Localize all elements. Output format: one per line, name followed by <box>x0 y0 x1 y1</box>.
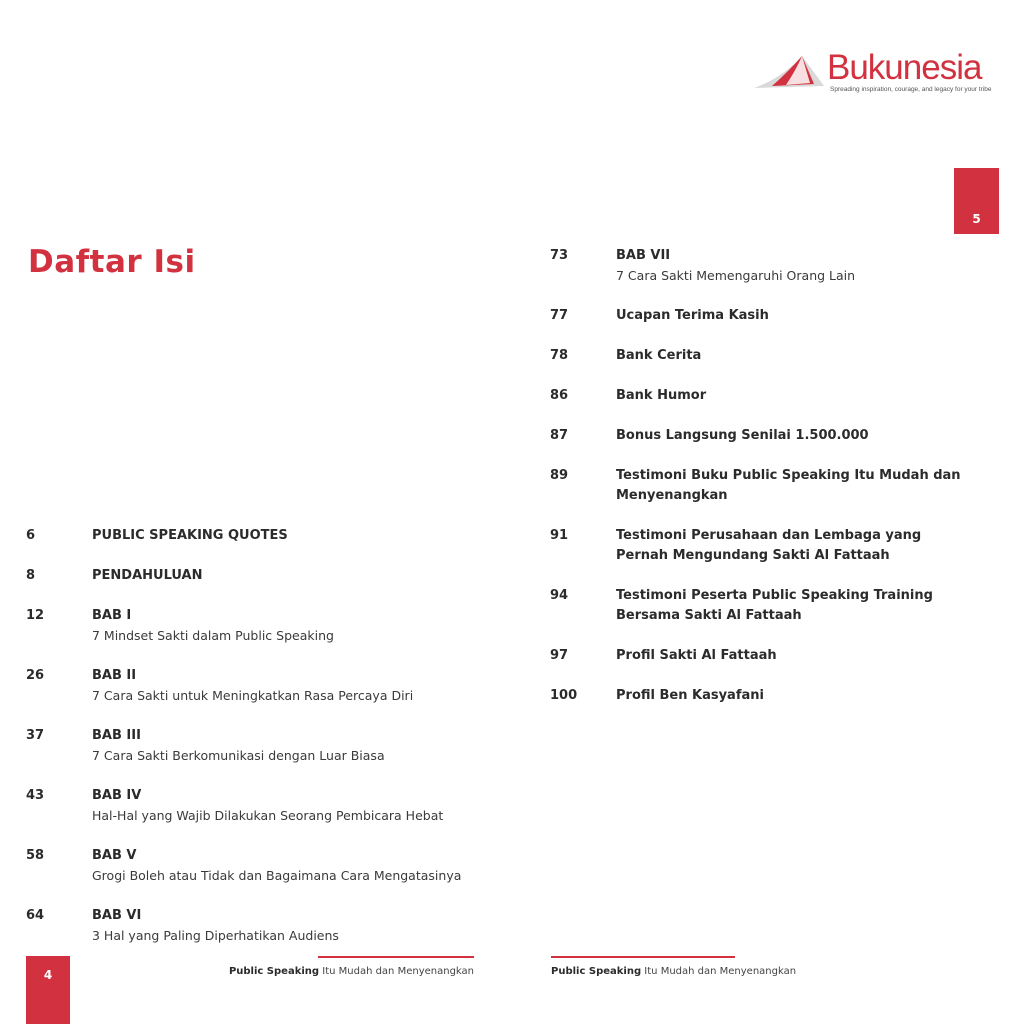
toc-entry <box>550 646 970 666</box>
publisher-logo <box>752 48 992 104</box>
toc-page-number: 77 <box>550 308 569 323</box>
toc-entry <box>26 906 506 946</box>
toc-subtitle: 3 Hal yang Paling Diperhatikan Audiens <box>92 928 339 943</box>
footer-rule-right <box>551 956 735 958</box>
toc-entry <box>26 666 506 706</box>
toc-page-number: 43 <box>26 788 45 803</box>
toc-entry-content <box>92 606 506 646</box>
toc-page-number: 26 <box>26 668 45 683</box>
toc-heading: Testimoni Perusahaan dan Lembaga yang Pernah Mengundang Sakti Al Fattaah <box>616 528 922 563</box>
toc-entry <box>26 606 506 646</box>
toc-entry <box>550 306 970 326</box>
toc-page-number: 78 <box>550 348 569 363</box>
logo-tagline: Spreading inspiration, courage, and legacy for your tribe <box>830 86 992 93</box>
toc-heading: BAB VII <box>616 248 671 263</box>
toc-heading: Bank Humor <box>616 388 707 403</box>
toc-entry-content <box>92 566 506 586</box>
toc-entry-content <box>616 246 970 286</box>
toc-subtitle: 7 Cara Sakti Memengaruhi Orang Lain <box>616 268 856 283</box>
toc-heading: Bank Cerita <box>616 348 702 363</box>
toc-entry <box>26 726 506 766</box>
toc-subtitle: 7 Mindset Sakti dalam Public Speaking <box>92 628 334 643</box>
toc-entry-content <box>92 526 506 546</box>
toc-entry-content <box>616 346 970 366</box>
page-number-left: 4 <box>43 968 53 982</box>
footer-left <box>229 966 474 977</box>
toc-entry-content <box>92 666 506 706</box>
toc-subtitle: Grogi Boleh atau Tidak dan Bagaimana Cara Mengatasinya <box>92 868 462 883</box>
toc-entry <box>26 786 506 826</box>
toc-page-number: 87 <box>550 428 569 443</box>
toc-heading: BAB VI <box>92 908 142 923</box>
toc-entry-content <box>616 686 970 706</box>
toc-page-number: 86 <box>550 388 569 403</box>
toc-heading: Ucapan Terima Kasih <box>616 308 769 323</box>
page-title: Daftar Isi <box>28 244 196 280</box>
toc-entry-content <box>616 306 970 326</box>
toc-entry-content <box>92 726 506 766</box>
toc-heading: PUBLIC SPEAKING QUOTES <box>92 528 288 543</box>
toc-right-column <box>550 246 970 726</box>
toc-heading: BAB I <box>92 608 132 623</box>
toc-left-column <box>26 526 506 966</box>
page-number-tab-left <box>26 956 70 1024</box>
footer-left-rest: Itu Mudah dan Menyenangkan <box>319 966 474 977</box>
toc-entry <box>550 346 970 366</box>
toc-entry <box>550 526 970 566</box>
toc-entry <box>26 526 506 546</box>
toc-entry <box>550 586 970 626</box>
footer-right-rest: Itu Mudah dan Menyenangkan <box>641 966 797 977</box>
toc-heading: Testimoni Peserta Public Speaking Training Bersama Sakti Al Fattaah <box>616 588 933 623</box>
footer-right <box>551 966 796 977</box>
toc-subtitle: 7 Cara Sakti Berkomunikasi dengan Luar Biasa <box>92 748 385 763</box>
footer-rule-left <box>318 956 474 958</box>
toc-heading: BAB IV <box>92 788 142 803</box>
toc-page-number: 73 <box>550 248 569 263</box>
toc-entry <box>550 686 970 706</box>
toc-entry <box>550 466 970 506</box>
toc-entry <box>550 426 970 446</box>
toc-page-number: 89 <box>550 468 569 483</box>
page-number-tab-right <box>954 168 999 234</box>
page-number-right: 5 <box>972 212 981 226</box>
toc-entry-content <box>616 526 970 566</box>
toc-heading: BAB II <box>92 668 137 683</box>
toc-entry <box>550 246 970 286</box>
footer-left-bold: Public Speaking <box>228 966 320 977</box>
toc-entry <box>26 566 506 586</box>
toc-page-number: 6 <box>26 528 36 543</box>
toc-heading: Bonus Langsung Senilai 1.500.000 <box>616 428 869 443</box>
toc-entry-content <box>616 426 970 446</box>
toc-subtitle: Hal-Hal yang Wajib Dilakukan Seorang Pembicara Hebat <box>92 808 444 823</box>
logo-name: Bukunesia <box>827 48 982 87</box>
toc-entry-content <box>92 906 506 946</box>
toc-page-number: 12 <box>26 608 45 623</box>
toc-entry-content <box>92 786 506 826</box>
toc-entry-content <box>616 646 970 666</box>
toc-entry <box>550 386 970 406</box>
toc-entry <box>26 846 506 886</box>
toc-page-number: 100 <box>550 688 578 703</box>
toc-subtitle: 7 Cara Sakti untuk Meningkatkan Rasa Percaya Diri <box>92 688 414 703</box>
toc-page-number: 94 <box>550 588 569 603</box>
toc-heading: BAB V <box>92 848 137 863</box>
toc-page-number: 8 <box>26 568 36 583</box>
toc-heading: Profil Sakti Al Fattaah <box>616 648 777 663</box>
toc-entry-content <box>92 846 506 886</box>
toc-entry-content <box>616 466 970 506</box>
toc-page-number: 91 <box>550 528 569 543</box>
toc-heading: Testimoni Buku Public Speaking Itu Mudah dan Menyenangkan <box>616 468 961 503</box>
footer-right-bold: Public Speaking <box>551 966 642 977</box>
toc-page-number: 64 <box>26 908 45 923</box>
toc-entry-content <box>616 386 970 406</box>
toc-heading: BAB III <box>92 728 141 743</box>
toc-page-number: 58 <box>26 848 45 863</box>
toc-entry-content <box>616 586 970 626</box>
toc-heading: Profil Ben Kasyafani <box>616 688 764 703</box>
toc-heading: PENDAHULUAN <box>92 568 203 583</box>
toc-page-number: 37 <box>26 728 45 743</box>
toc-page-number: 97 <box>550 648 569 663</box>
logo-mark-icon <box>752 50 826 92</box>
